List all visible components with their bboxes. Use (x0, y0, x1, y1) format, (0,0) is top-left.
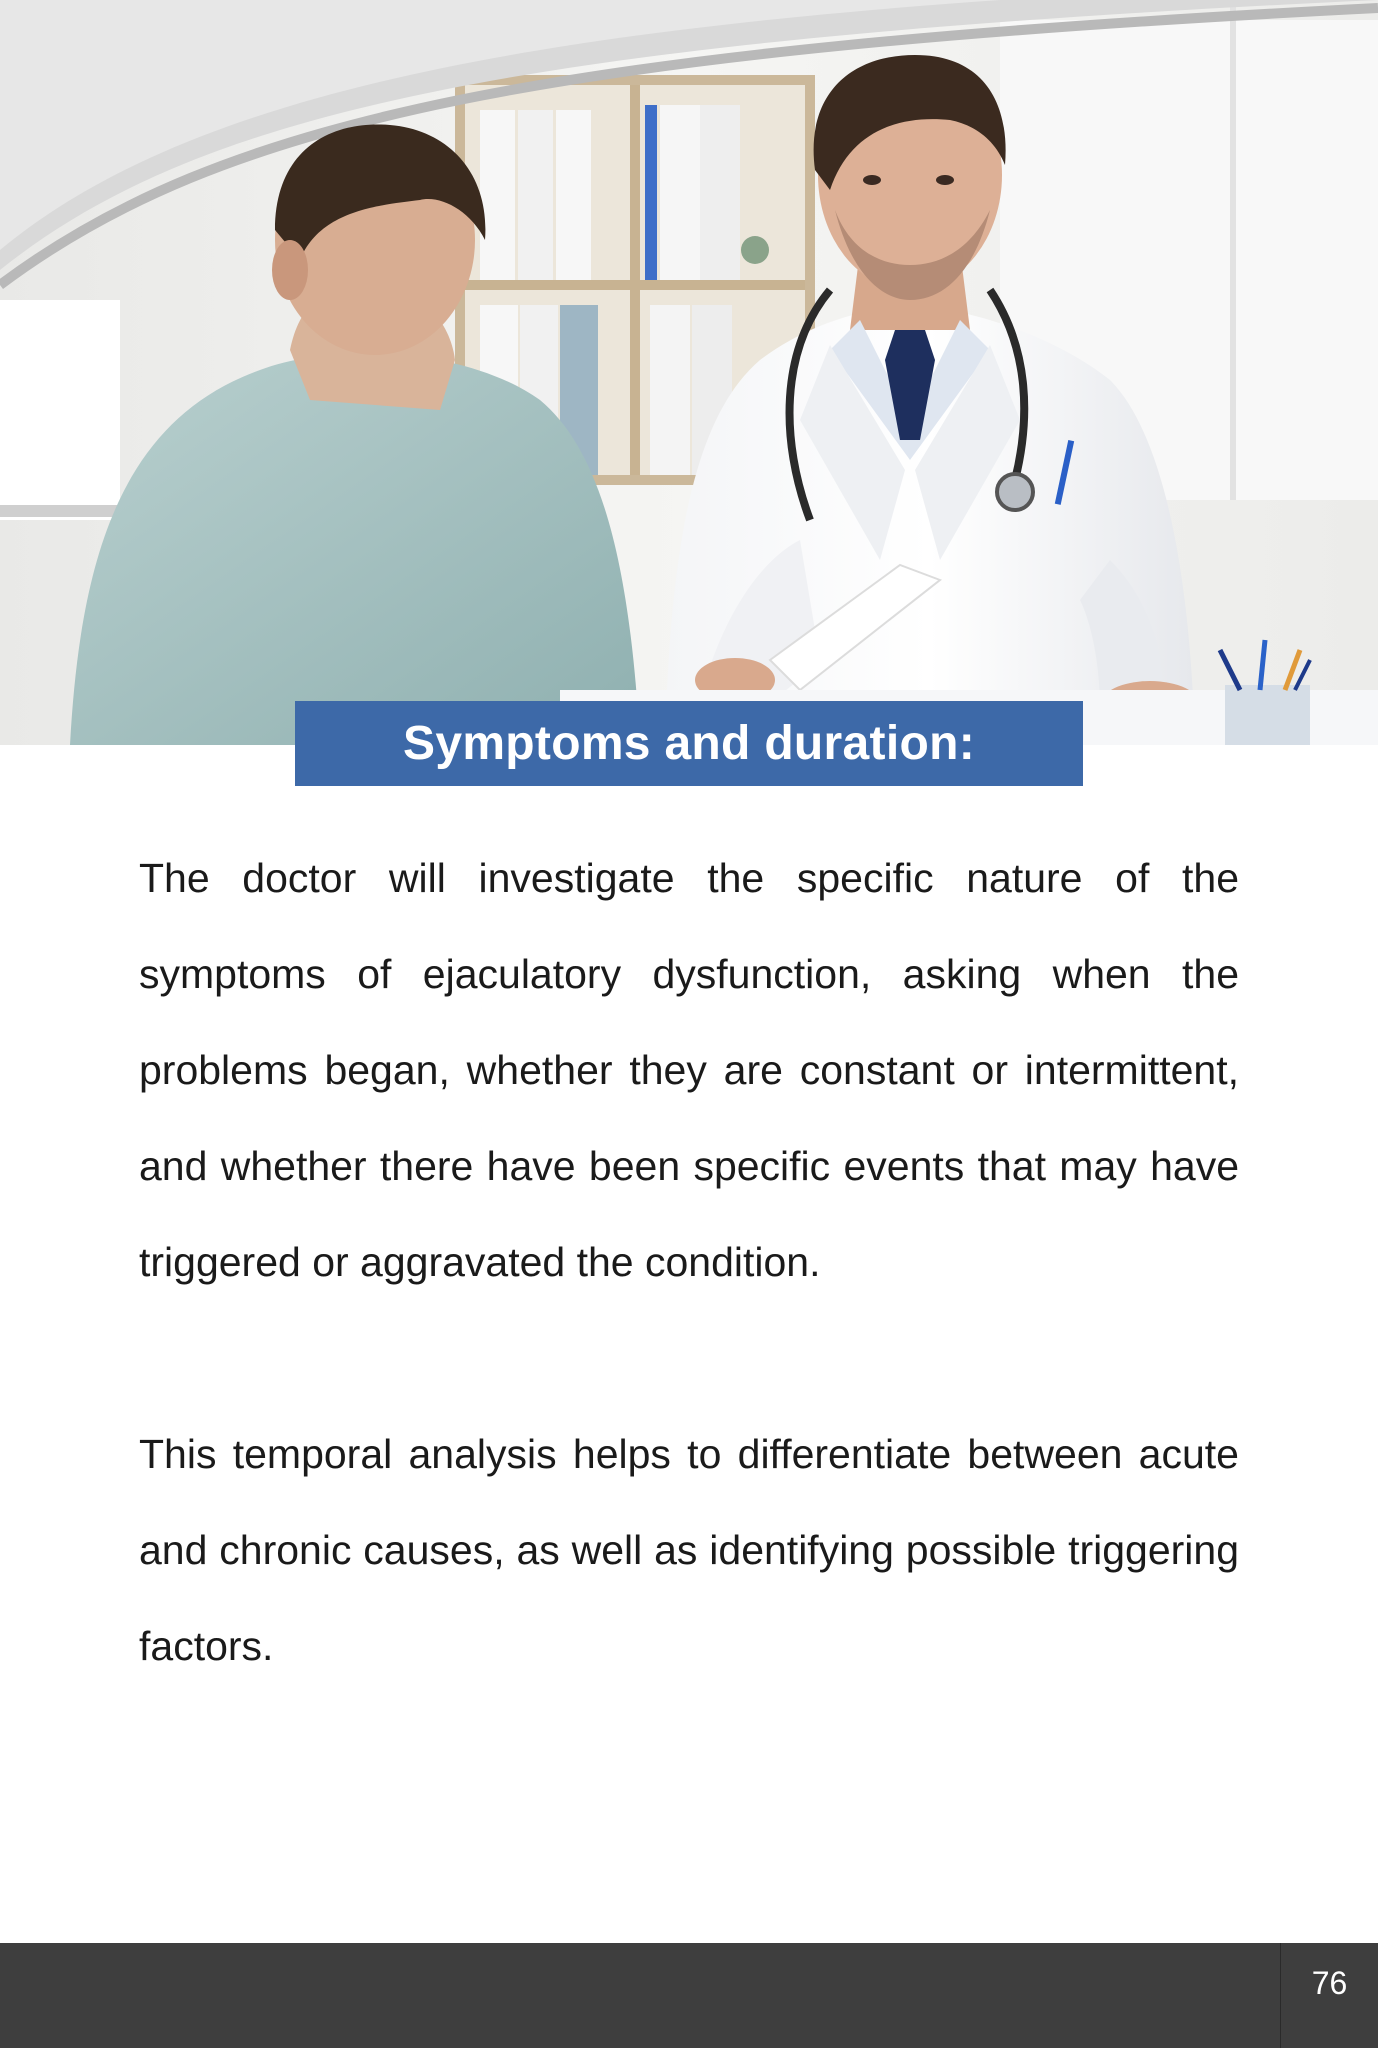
hero-photo (0, 0, 1378, 745)
page-number-box (1280, 1943, 1378, 2048)
page-number: 76 (1311, 1965, 1348, 2001)
body-text (139, 830, 1239, 1790)
paragraph: The doctor will investigate the specific nature of the symptoms of ejaculatory dysfunction, asking when the problems began, whether they are constant or intermittent, and whether there have been specific events that may have triggered or aggravated the condition. (139, 855, 1239, 1285)
section-heading-banner (295, 701, 1083, 786)
paragraph: This temporal analysis helps to differentiate between acute and chronic causes, as well as identifying possible triggering factors. (139, 1431, 1239, 1669)
doctor-consultation-illustration (0, 0, 1378, 745)
page-footer (0, 1943, 1378, 2048)
section-heading: Symptoms and duration: (403, 717, 975, 770)
